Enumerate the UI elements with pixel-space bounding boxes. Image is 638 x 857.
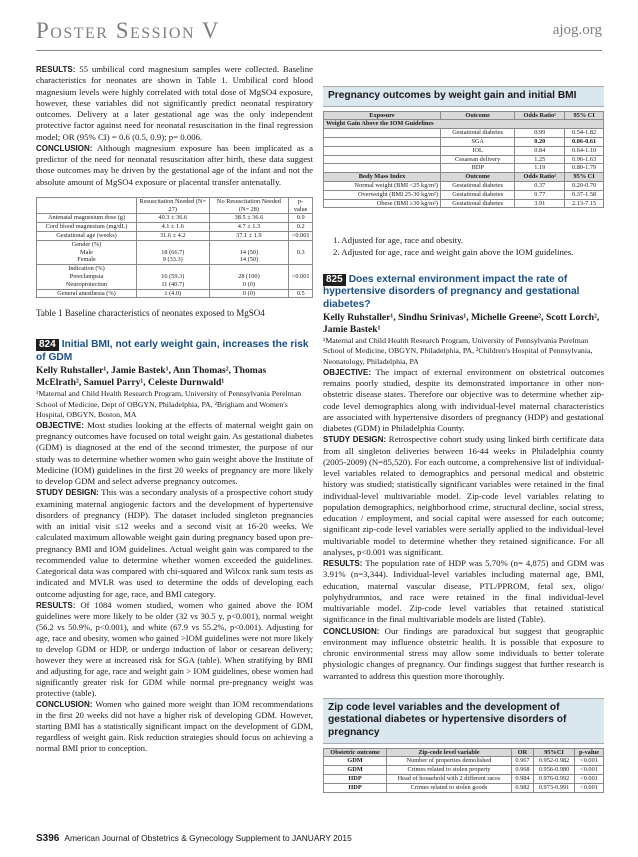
- paragraph: CONCLUSION: Women who gained more weight than IOM recommendations in the first 20 weeks did not have a higher risk of developing GDM. However, starting BMI has a statistically significant impact on the development of GDM, regardless of weight gain. Risk reduction strategies should focus on achieving a normal BMI prior to conception.: [36, 698, 313, 753]
- paragraph: CONCLUSION: Although magnesium exposure has been implicated as a predictor of the need for neonatal resuscitation after birth, these data suggest those outcomes may be driven by the gestational age of the infant and not the absolute amount of MgSO4 exposure or placental transfer antenatally.: [36, 142, 313, 187]
- table-cell: 38.5 ± 36.6: [209, 214, 289, 223]
- table-cell: GDM: [324, 757, 387, 766]
- table-cell: [324, 155, 441, 164]
- table-cell: 0.84: [515, 146, 565, 155]
- table-cell: Overweight (BMI 25-30 kg/m²): [324, 190, 441, 199]
- table-cell: 0.973-0.991: [534, 783, 575, 792]
- table-cell: 0.77: [515, 190, 565, 199]
- table-cell: 1.19: [515, 164, 565, 173]
- table-row: [37, 289, 313, 298]
- session-title: Poster Session V: [36, 18, 220, 43]
- table-cell: 0.9: [289, 214, 313, 223]
- paragraph: RESULTS: 55 umbilical cord magnesium samples were collected. Baseline characteristics for neonates are shown in Table 1. Umbilical cord blood magnesium levels were highly correlated with total dose of MgSO4 exposure, however, these variables did not significantly predict neonatal respiratory outcomes. Delivery at a later gestational age was the only independent protective factor against need for neonatal resuscitation in the final regression model; OR (95% CI) = 0.6 (0.5, 0.9); p= 0.006.: [36, 64, 313, 142]
- table-cell: [324, 137, 441, 146]
- bmi-table-body: [324, 181, 604, 207]
- table-header-cell: p-value: [289, 197, 313, 214]
- table-cell: <0.001: [575, 757, 604, 766]
- table-cell: 0.20-0.70: [565, 181, 604, 190]
- page-number: S396: [36, 833, 60, 844]
- footer-text: American Journal of Obstetrics & Gynecology Supplement to JANUARY 2015: [64, 833, 352, 843]
- page-footer: [36, 833, 352, 844]
- table-cell: 14 (50) 14 (50): [209, 240, 289, 264]
- table-cell: 0.967: [511, 757, 533, 766]
- table-row: [37, 265, 313, 289]
- table-cell: HDP: [324, 775, 387, 784]
- table-header-cell: [37, 197, 137, 214]
- table-cell: Gestational diabetes: [441, 199, 515, 208]
- table-row: [324, 164, 604, 173]
- table-cell: 0.99: [515, 129, 565, 138]
- table-cell: 0.968: [511, 766, 533, 775]
- table-cell: 0.80-1.79: [565, 164, 604, 173]
- table-header-row: [37, 197, 313, 214]
- table-cell: Normal weight (BMI <25 kg/m²): [324, 181, 441, 190]
- paragraph: RESULTS: The population rate of HDP was 5.70% (n= 4,875) and GDM was 3.91% (n=3,344). Individual-level variables including maternal age, BMI, education, maternal vascular disease, PTL/PPROM, fetal sex, oligo/ polyhydramnios, and race were retained in the final individual-level multivariable model. Zip-code level variables that retained statistical significance in the final multivariable models are listed (Table).: [323, 558, 604, 625]
- table-cell: General anesthesia (%): [37, 289, 137, 298]
- table-cell: Gestational diabetes: [441, 190, 515, 199]
- table-header-cell: Outcome: [441, 111, 515, 120]
- section-label: Weight Gain Above the IOM Guidelines: [324, 120, 604, 129]
- affiliation: ¹Maternal and Child Health Research Program, University of Pennsylvania Perelman School of Medicine, OBGYN, Philadelphia, PA, ²Children's Hospital of Pennsylvania, Neonatology, Philadelphia, PA: [323, 336, 593, 366]
- table-header-cell: Odds Ratio¹: [515, 111, 565, 120]
- table-cell: 0.06-0.61: [565, 137, 604, 146]
- table-row: [37, 214, 313, 223]
- table-row: [324, 199, 604, 208]
- table-header-cell: Exposure: [324, 111, 441, 120]
- table-cell: Indication (%) Preeclampsia Neuroprotection: [37, 265, 137, 289]
- table-cell: 0.982: [511, 783, 533, 792]
- table-cell: 0.54-1.82: [565, 129, 604, 138]
- paragraph: RESULTS: Of 1084 women studied, women who gained above the IOM guidelines were more likely to be older (32 vs 30.5 y, p<0.001), normal weight (56.2 vs 50.9%, p<0.001), and white (67.9 vs 55.2%, p<0.001). Adjusting for age, race and obesity, women who gained >IOM guidelines were not more likely to develop GDM or HDP, or undergo induction of labor or cesarean delivery; however they were at increased risk for SGA (table). When stratifying by BMI and adjusting for age, race and weight gain > IOM guidelines, obese women had significantly greater risk for GDM while normal pre-pregnancy weight was protective (table).: [36, 599, 313, 698]
- table-cell: Head of household with 2 different races: [387, 775, 512, 784]
- table-cell: Gender (%) Male Female: [37, 240, 137, 264]
- table-cell: 1.25: [515, 155, 565, 164]
- abstract-title: 824 Initial BMI, not early weight gain, increases the risk of GDM: [36, 339, 309, 363]
- table-row: [324, 181, 604, 190]
- table-cell: 0.976-0.992: [534, 775, 575, 784]
- table-cell: 16 (59.3) 11 (40.7): [137, 265, 210, 289]
- paragraph: CONCLUSION: Our findings are paradoxical but suggest that geographic environment may influence obstetric health. It is possible that exposure to chronic environmental stress may allow some individuals to better tolerate physiologic changes of pregnancy. Our findings suggest that further research is warranted to address this question more thoroughly.: [323, 625, 604, 681]
- authors: Kelly Ruhstaller¹, Sindhu Srinivas¹, Michelle Greene², Scott Lorch², Jamie Bastek¹: [323, 312, 600, 336]
- table-row: [324, 783, 604, 792]
- baseline-table: [36, 197, 313, 299]
- paragraph: OBJECTIVE: Most studies looking at the effects of maternal weight gain on pregnancy outcomes have focused on total weight gain. As gestational diabetes (GDM) is diagnosed at the end of the second trimester, the purpose of our study was to determine whether women who gain weight above the Institute of Medicine (IOM) guidelines in the first 20 weeks of pregnancy are more likely to develop GDM and select adverse pregnancy outcomes.: [36, 419, 313, 487]
- table-caption: Table 1 Baseline characteristics of neonates exposed to MgSO4: [36, 308, 265, 319]
- box-title: Zip code level variables and the development of gestational diabetes or hypertensive disorders of pregnancy: [323, 698, 604, 744]
- box-title: Pregnancy outcomes by weight gain and initial BMI: [323, 86, 604, 107]
- table-cell: 4.7 ± 1.3: [209, 223, 289, 232]
- note: 2. Adjusted for age, race and weight gain above the IOM guidelines.: [333, 246, 574, 257]
- table-row: [324, 137, 604, 146]
- table-row: [324, 775, 604, 784]
- table-cell: 0.3: [289, 240, 313, 264]
- table-cell: <0.001: [575, 766, 604, 775]
- table-cell: 4.1 ± 1.6: [137, 223, 210, 232]
- table-header-row: [324, 748, 604, 757]
- table-cell: 0.96-1.63: [565, 155, 604, 164]
- affiliation: ¹Maternal and Child Health Research Program, University of Pennsylvania Perelman School of Medicine, Dept of OBGYN, Philadelphia, PA, ²Brigham and Women's Hospital, OBGYN, Boston, MA: [36, 389, 302, 419]
- table-row: [37, 240, 313, 264]
- table-cell: Obese (BMI ≥30 kg/m²): [324, 199, 441, 208]
- table-cell: 40.3 ± 36.6: [137, 214, 210, 223]
- journal-link[interactable]: ajog.org: [552, 22, 602, 38]
- table-cell: 0.37: [515, 181, 565, 190]
- table-cell: Gestational age (weeks): [37, 231, 137, 240]
- table-cell: 0.984: [511, 775, 533, 784]
- table-header-cell: Odds Ratio²: [515, 173, 565, 182]
- table-cell: [324, 129, 441, 138]
- table-cell: 0.5: [289, 289, 313, 298]
- table-cell: [324, 164, 441, 173]
- outcomes-table: [323, 111, 604, 209]
- table-row: [324, 129, 604, 138]
- table-row: [37, 231, 313, 240]
- table-cell: 1 (4.0): [137, 289, 210, 298]
- table-header-row: [324, 111, 604, 120]
- table-header-cell: Obstetric outcome: [324, 748, 387, 757]
- authors: Kelly Ruhstaller¹, Jamie Bastek¹, Ann Thomas², Thomas McElrath², Samuel Parry¹, Celeste Durnwald¹: [36, 365, 267, 389]
- table-cell: Crimes related to stolen goods: [387, 783, 512, 792]
- table-header-cell: No Resuscitation Needed (N= 28): [209, 197, 289, 214]
- table-cell: SGA: [441, 137, 515, 146]
- table-cell: 0.37-1.58: [565, 190, 604, 199]
- table-header-cell: 95% CI: [565, 173, 604, 182]
- right-column: [323, 86, 604, 793]
- top-paragraphs: [36, 64, 313, 188]
- table-cell: Gestational diabetes: [441, 129, 515, 138]
- paragraph: STUDY DESIGN: This was a secondary analysis of a prospective cohort study examining maternal angiogenic factors and the development of hypertensive disorders of pregnancy (HDP). The dataset included singleton pregnancies with an initial visit ≤12 weeks and a second visit at 16-20 weeks. We calculated maximum allowable weight gain during pregnancy based upon pre-pregnancy BMI and IOM guidelines. Actual weight gain was compared to the recommended value to determine whether women exceeded the guidelines. Categorical data was compared with chi-squared and Wilcox rank sum tests as indicated and MVLR was used to determine the odds of developing each outcome adjusting for age, race, and BMI category.: [36, 487, 313, 599]
- table-row: [324, 766, 604, 775]
- abstract-title: 825 Does external environment impact the rate of hypertensive disorders of pregnancy and gestational diabetes?: [323, 273, 580, 310]
- table-cell: HDP: [441, 164, 515, 173]
- table-header-cell: Outcome: [441, 173, 515, 182]
- table-cell: 0 (0): [209, 289, 289, 298]
- zipcode-table-body: [324, 757, 604, 792]
- left-column: [36, 64, 313, 754]
- table-cell: <0.001: [289, 231, 313, 240]
- table-cell: Cesarean delivery: [441, 155, 515, 164]
- table-cell: HDP: [324, 783, 387, 792]
- outcomes-table-body: [324, 129, 604, 173]
- table-cell: <0.001: [575, 783, 604, 792]
- abstract-number: 825: [323, 274, 346, 286]
- table-row: [37, 223, 313, 232]
- abstract-825: [323, 274, 604, 682]
- paragraph: STUDY DESIGN: Retrospective cohort study using linked birth certificate data from all singleton deliveries between 16-44 weeks in Philadelphia county (2005-2009) (N=85,520). For each outcome, a comprehensive list of individual-level variables related to demographics and personal medical and obstetric history was studied; statistically significant variables were retained in the final individual-level multivariable model. Zip-code level variables relating to population demographics, neighborhood crime, structural decline, social stress, education / employment, and social capital were assessed for each outcome; significant zip-code level variables were serially applied to the individual-level multivariable model to determine whether they retained significance. For all analyses, p<0.001 was significant.: [323, 434, 604, 557]
- table-header-cell: Zip-code level variable: [387, 748, 512, 757]
- table-cell: [324, 146, 441, 155]
- table-cell: 37.1 ± 1.9: [209, 231, 289, 240]
- table-cell: <0.001: [289, 265, 313, 289]
- table-section-row: [324, 120, 604, 129]
- abstract-824: [36, 339, 313, 754]
- table-cell: 18 (66.7) 9 (33.3): [137, 240, 210, 264]
- table-header-cell: 95%CI: [534, 748, 575, 757]
- paragraph: OBJECTIVE: The impact of external environment on obstetrical outcomes remains poorly studied, despite its demonstrated importance in other non-obstetric disease states. Therefore our objective was to determine whether zip-code level demographics along with individual-level maternal characteristics are associated with hypertensive disorders of pregnancy (HDP) and gestational diabetes (GDM) in Philadelphia County.: [323, 366, 604, 434]
- page-header: [36, 18, 602, 48]
- table-section-row: [324, 173, 604, 182]
- header-rule: [36, 50, 602, 51]
- table-cell: GDM: [324, 766, 387, 775]
- table-row: [324, 155, 604, 164]
- table-cell: Antenatal magnesium dose (g): [37, 214, 137, 223]
- table-header-cell: OR: [511, 748, 533, 757]
- table-header-cell: 95% CI: [565, 111, 604, 120]
- table-cell: 0.952-0.982: [534, 757, 575, 766]
- table-row: [324, 190, 604, 199]
- table-row: [324, 146, 604, 155]
- zipcode-table: [323, 748, 604, 793]
- table-cell: 0.2: [289, 223, 313, 232]
- table-cell: <0.001: [575, 775, 604, 784]
- table-cell: 0.956-0.980: [534, 766, 575, 775]
- table-cell: 31.6 ± 4.2: [137, 231, 210, 240]
- table-row: [324, 757, 604, 766]
- table-cell: Cord blood magnesium (mg/dL): [37, 223, 137, 232]
- table-cell: IOL: [441, 146, 515, 155]
- table-cell: Number of properties demolished: [387, 757, 512, 766]
- table-cell: 3.91: [515, 199, 565, 208]
- table-cell: 0.64-1.10: [565, 146, 604, 155]
- table-header-cell: Body Mass Index: [324, 173, 441, 182]
- table-notes: [323, 235, 604, 257]
- baseline-table-body: [37, 214, 313, 298]
- abstract-number: 824: [36, 339, 59, 351]
- table-header-cell: Resuscitation Needed (N= 27): [137, 197, 210, 214]
- table-cell: 28 (100) 0 (0): [209, 265, 289, 289]
- table-header-cell: p-value: [575, 748, 604, 757]
- table-cell: 0.20: [515, 137, 565, 146]
- table-cell: Crimes related to stolen property: [387, 766, 512, 775]
- note: 1. Adjusted for age, race and obesity.: [333, 235, 464, 246]
- table-cell: Gestational diabetes: [441, 181, 515, 190]
- table-cell: 2.13-7.15: [565, 199, 604, 208]
